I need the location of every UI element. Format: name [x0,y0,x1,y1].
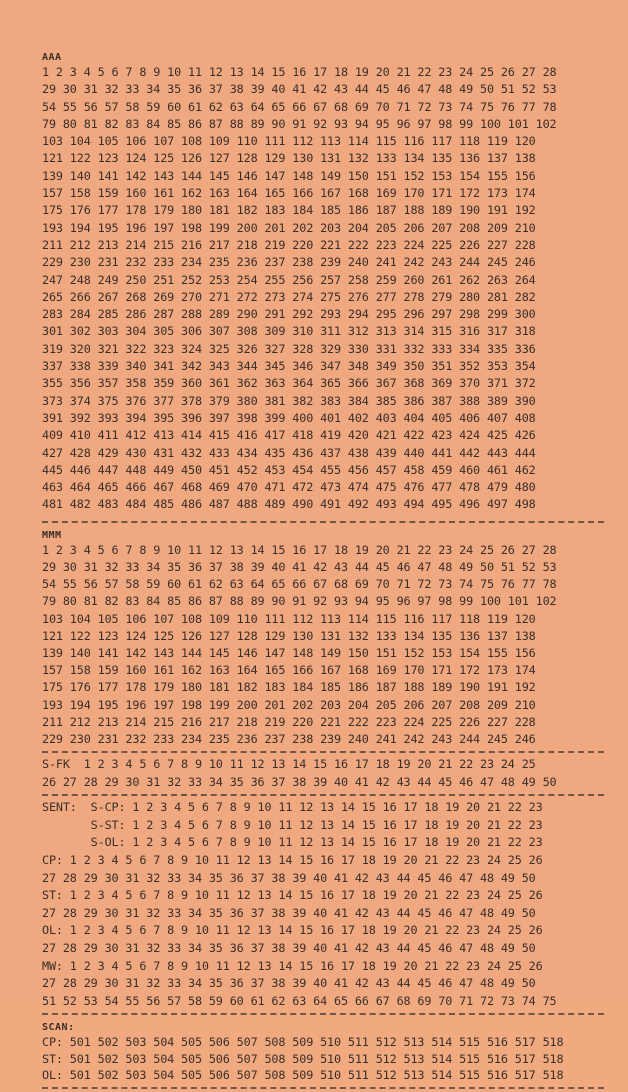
divider [42,521,604,523]
aaa-row: 409 410 411 412 413 414 415 416 417 418 419 420 421 422 423 424 425 426 [42,428,536,443]
aaa-row: 79 80 81 82 83 84 85 86 87 88 89 90 91 92 93 94 95 96 97 98 99 100 101 102 [42,116,557,131]
scan-label: SCAN: [42,1022,75,1034]
aaa-row: 193 194 195 196 197 198 199 200 201 202 203 204 205 206 207 208 209 210 [42,220,536,235]
sent-row: 27 28 29 30 31 32 33 34 35 36 37 38 39 40 41 42 43 44 45 46 47 48 49 50 [42,870,536,885]
sent-row: 51 52 53 54 55 56 57 58 59 60 61 62 63 64 65 66 67 68 69 70 71 72 73 74 75 [42,993,557,1008]
aaa-row: 211 212 213 214 215 216 217 218 219 220 221 222 223 224 225 226 227 228 [42,237,536,252]
aaa-row: 319 320 321 322 323 324 325 326 327 328 329 330 331 332 333 334 335 336 [42,341,536,356]
divider [42,1013,604,1015]
sent-number-block [42,799,612,1010]
sheet-content [42,52,612,1092]
sent-row: ST: 1 2 3 4 5 6 7 8 9 10 11 12 13 14 15 16 17 18 19 20 21 22 23 24 25 26 [42,888,543,903]
aaa-row: 139 140 141 142 143 144 145 146 147 148 149 150 151 152 153 154 155 156 [42,168,536,183]
divider [42,1087,604,1089]
aaa-row: 391 392 393 394 395 396 397 398 399 400 401 402 403 404 405 406 407 408 [42,410,536,425]
mmm-row: 121 122 123 124 125 126 127 128 129 130 131 132 133 134 135 136 137 138 [42,628,536,643]
divider [42,751,604,753]
aaa-row: 229 230 231 232 233 234 235 236 237 238 239 240 241 242 243 244 245 246 [42,255,536,270]
aaa-label: AAA [42,52,62,63]
aaa-row: 1 2 3 4 5 6 7 8 9 10 11 12 13 14 15 16 17 18 19 20 21 22 23 24 25 26 27 28 [42,65,557,79]
aaa-row: 175 176 177 178 179 180 181 182 183 184 185 186 187 188 189 190 191 192 [42,203,536,218]
scan-row: ST: 501 502 503 504 505 506 507 508 509 510 511 512 513 514 515 516 517 518 [42,1051,564,1066]
sent-row: S-OL: 1 2 3 4 5 6 7 8 9 10 11 12 13 14 15 16 17 18 19 20 21 22 23 [42,835,543,850]
aaa-row: 29 30 31 32 33 34 35 36 37 38 39 40 41 42 43 44 45 46 47 48 49 50 51 52 53 [42,82,557,97]
aaa-number-block [42,64,612,514]
mmm-row: 193 194 195 196 197 198 199 200 201 202 203 204 205 206 207 208 209 210 [42,697,536,712]
mmm-number-block [42,542,612,748]
aaa-row: 103 104 105 106 107 108 109 110 111 112 113 114 115 116 117 118 119 120 [42,134,536,149]
sent-row: OL: 1 2 3 4 5 6 7 8 9 10 11 12 13 14 15 16 17 18 19 20 21 22 23 24 25 26 [42,923,543,938]
aaa-row: 373 374 375 376 377 378 379 380 381 382 383 384 385 386 387 388 389 390 [42,393,536,408]
scan-row: OL: 501 502 503 504 505 506 507 508 509 510 511 512 513 514 515 516 517 518 [42,1068,564,1083]
sent-row: MW: 1 2 3 4 5 6 7 8 9 10 11 12 13 14 15 16 17 18 19 20 21 22 23 24 25 26 [42,958,543,973]
sent-row: SENT: S-CP: 1 2 3 4 5 6 7 8 9 10 11 12 13 14 15 16 17 18 19 20 21 22 23 [42,800,543,815]
aaa-row: 247 248 249 250 251 252 253 254 255 256 257 258 259 260 261 262 263 264 [42,272,536,287]
mmm-row: 211 212 213 214 215 216 217 218 219 220 221 222 223 224 225 226 227 228 [42,714,536,729]
mmm-row: 139 140 141 142 143 144 145 146 147 148 149 150 151 152 153 154 155 156 [42,645,536,660]
sent-row: 27 28 29 30 31 32 33 34 35 36 37 38 39 40 41 42 43 44 45 46 47 48 49 50 [42,905,536,920]
aaa-row: 157 158 159 160 161 162 163 164 165 166 167 168 169 170 171 172 173 174 [42,186,536,201]
sfk-number-block [42,756,612,791]
mmm-label: MMM [42,529,62,541]
aaa-row: 481 482 483 484 485 486 487 488 489 490 491 492 493 494 495 496 497 498 [42,497,536,512]
mmm-row: 54 55 56 57 58 59 60 61 62 63 64 65 66 67 68 69 70 71 72 73 74 75 76 77 78 [42,577,557,592]
aaa-row: 54 55 56 57 58 59 60 61 62 63 64 65 66 67 68 69 70 71 72 73 74 75 76 77 78 [42,99,557,114]
mmm-row: 1 2 3 4 5 6 7 8 9 10 11 12 13 14 15 16 17 18 19 20 21 22 23 24 25 26 27 28 [42,542,557,557]
scan-row: CP: 501 502 503 504 505 506 507 508 509 510 511 512 513 514 515 516 517 518 [42,1035,564,1050]
mmm-row: 79 80 81 82 83 84 85 86 87 88 89 90 91 92 93 94 95 96 97 98 99 100 101 102 [42,594,557,609]
mmm-row: 175 176 177 178 179 180 181 182 183 184 185 186 187 188 189 190 191 192 [42,680,536,695]
mmm-row: 157 158 159 160 161 162 163 164 165 166 167 168 169 170 171 172 173 174 [42,663,536,678]
aaa-row: 301 302 303 304 305 306 307 308 309 310 311 312 313 314 315 316 317 318 [42,324,536,339]
aaa-row: 265 266 267 268 269 270 271 272 273 274 275 276 277 278 279 280 281 282 [42,289,536,304]
sfk-row: 26 27 28 29 30 31 32 33 34 35 36 37 38 39 40 41 42 43 44 45 46 47 48 49 50 [42,774,557,789]
sent-row: S-ST: 1 2 3 4 5 6 7 8 9 10 11 12 13 14 15 16 17 18 19 20 21 22 23 [42,817,543,832]
divider [42,794,604,796]
mmm-row: 229 230 231 232 233 234 235 236 237 238 239 240 241 242 243 244 245 246 [42,731,536,746]
aaa-row: 121 122 123 124 125 126 127 128 129 130 131 132 133 134 135 136 137 138 [42,151,536,166]
aaa-row: 445 446 447 448 449 450 451 452 453 454 455 456 457 458 459 460 461 462 [42,462,536,477]
sent-row: 27 28 29 30 31 32 33 34 35 36 37 38 39 40 41 42 43 44 45 46 47 48 49 50 [42,940,536,955]
aaa-row: 427 428 429 430 431 432 433 434 435 436 437 438 439 440 441 442 443 444 [42,445,536,460]
scan-number-block [42,1034,612,1084]
sent-row: 27 28 29 30 31 32 33 34 35 36 37 38 39 40 41 42 43 44 45 46 47 48 49 50 [42,976,536,991]
aaa-row: 463 464 465 466 467 468 469 470 471 472 473 474 475 476 477 478 479 480 [42,480,536,495]
mmm-row: 103 104 105 106 107 108 109 110 111 112 113 114 115 116 117 118 119 120 [42,611,536,626]
aaa-row: 355 356 357 358 359 360 361 362 363 364 365 366 367 368 369 370 371 372 [42,376,536,391]
sent-row: CP: 1 2 3 4 5 6 7 8 9 10 11 12 13 14 15 16 17 18 19 20 21 22 23 24 25 26 [42,852,543,867]
aaa-row: 337 338 339 340 341 342 343 344 345 346 347 348 349 350 351 352 353 354 [42,359,536,374]
sfk-row: S-FK 1 2 3 4 5 6 7 8 9 10 11 12 13 14 15 16 17 18 19 20 21 22 23 24 25 [42,757,536,772]
mmm-row: 29 30 31 32 33 34 35 36 37 38 39 40 41 42 43 44 45 46 47 48 49 50 51 52 53 [42,559,557,574]
aaa-row: 283 284 285 286 287 288 289 290 291 292 293 294 295 296 297 298 299 300 [42,307,536,322]
